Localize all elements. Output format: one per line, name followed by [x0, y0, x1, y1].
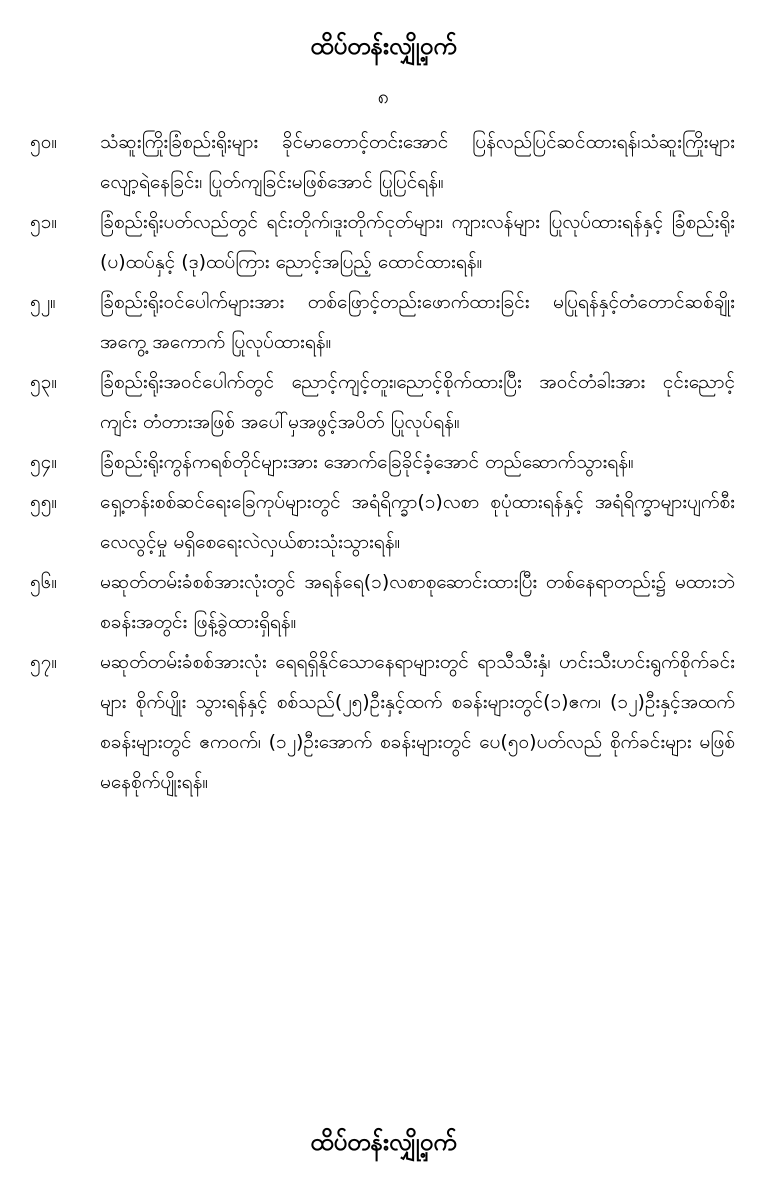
item-number: ၅၃။: [30, 371, 58, 393]
list-item: [30, 482, 735, 562]
page-footer-title: ထိပ်တန်းလျှို့ဝှက်: [310, 1128, 457, 1156]
item-number: ၅၄။: [30, 451, 58, 473]
page-number: ၈: [377, 84, 390, 108]
item-number: ၅၀။: [30, 131, 58, 153]
item-number: ၅၆။: [30, 571, 58, 593]
item-number: ၅၅။: [30, 491, 58, 513]
item-text: မဆုတ်တမ်းခံစစ်အားလုံး ရေရရှိနိုင်သောနေရာများတွင် ရာသီသီးနှံ၊ ဟင်းသီးဟင်းရွက်စိုက်ခင်းများ စိုက်ပျိုး သွားရန်နှင့် စစ်သည်(၂၅)ဦးနှင့်ထက် စခန်းများတွင်(၁)ဧက၊ (၁၂)ဦးနှင့်အထက် စခန်းများတွင် ဧက၀က်၊ (၁၂)ဦးအောက် စခန်းများတွင် ပေ(၅၀)ပတ်လည် စိုက်ခင်းများ မဖြစ်မနေစိုက်ပျိုးရန်။: [100, 651, 735, 793]
item-number: ၅၂။: [30, 291, 56, 313]
item-text: ခြံစည်းရိုးအဝင်ပေါက်တွင် ညောင့်ကျင့်တူး၊ညောင့်စိုက်ထားပြီး အဝင်တံခါးအား ငုင်းညောင့်ကျင်း တံတားအဖြစ် အပေါ်မှအဖွင့်အပိတ် ပြုလုပ်ရန်။: [100, 371, 735, 433]
list-item: [30, 642, 735, 802]
item-text: ခြံစည်းရိုးကွန်ကရစ်တိုင်များအား အောက်ခြေခိုင်ခံ့အောင် တည်ဆောက်သွားရန်။: [100, 451, 634, 473]
item-text: မဆုတ်တမ်းခံစစ်အားလုံးတွင် အရန်ရေ(၁)လစာစုဆောင်းထားပြီး တစ်နေရာတည်း၌ မထားဘဲ စခန်းအတွင်း ဖြန့်ခွဲထားရှိရန်။: [100, 571, 735, 633]
list-item: [30, 202, 735, 282]
numbered-paragraph-list: [30, 122, 735, 802]
list-item: [30, 562, 735, 642]
page-header-title: ထိပ်တန်းလျှို့ဝှက်: [310, 32, 457, 60]
item-number: ၅၇။: [30, 651, 58, 673]
item-text: ရှေ့တန်းစစ်ဆင်ရေးခြေကုပ်များတွင် အရံရိက္ခာ(၁)လစာ စုပုံထားရန်နှင့် အရံရိက္ခာများပျက်စီးလေလွင့်မှု မရှိစေရေးလဲလှယ်စားသုံးသွားရန်။: [100, 491, 735, 553]
list-item: [30, 122, 735, 202]
item-text: သံဆူးကြိုးခြံစည်းရိုးများ ခိုင်မာတောင့်တင်းအောင် ပြန်လည်ပြင်ဆင်ထားရန်၊သံဆူးကြိုးများ လျော့ရဲနေခြင်း၊ ပြုတ်ကျခြင်းမဖြစ်အောင် ပြုပြင်ရန်။: [100, 131, 735, 193]
item-text: ခြံစည်းရိုးဝင်ပေါက်များအား တစ်ဖြောင့်တည်းဖောက်ထားခြင်း မပြုရန်နှင့်တံတောင်ဆစ်ချိုး အကွေ့ အကောက် ပြုလုပ်ထားရန်။: [100, 291, 735, 353]
list-item: [30, 362, 735, 442]
item-text: ခြံစည်းရိုးပတ်လည်တွင် ရင်းတိုက်၊ဒူးတိုက်ငုတ်များ၊ ကျားလန်များ ပြုလုပ်ထားရန်နှင့် ခြံစည်းရိုး (ပ)ထပ်နှင့် (ဒု)ထပ်ကြား ညောင့်အပြည့် ထောင်ထားရန်။: [100, 211, 735, 273]
list-item: [30, 282, 735, 362]
item-number: ၅၁။: [30, 211, 58, 233]
list-item: [30, 442, 735, 482]
